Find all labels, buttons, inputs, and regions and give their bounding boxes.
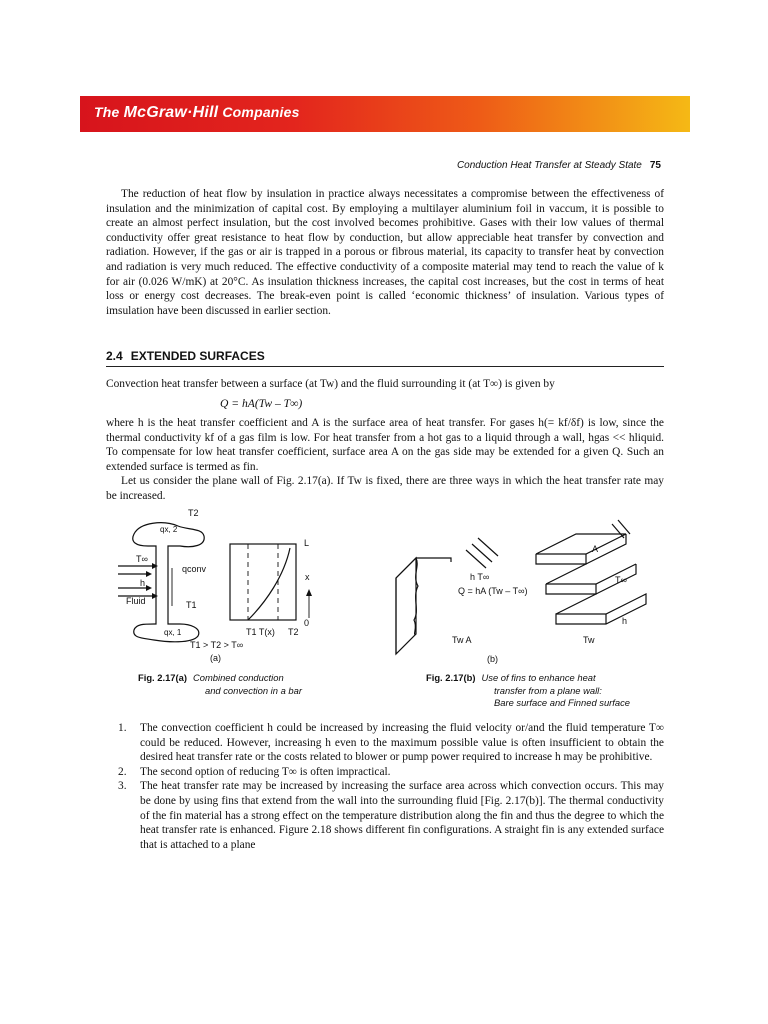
caption-fig-2-17a	[138, 672, 302, 697]
label-tw-a: Tw A	[452, 635, 472, 645]
figure-2-17	[106, 506, 664, 666]
label-tag-a: (a)	[210, 653, 221, 663]
caption-b-line1: Use of fins to enhance heat	[481, 672, 596, 683]
label-qx1: qx, 1	[164, 628, 182, 637]
caption-a-id: Fig. 2.17(a)	[138, 672, 187, 683]
temperature-profile-plot	[230, 544, 312, 620]
caption-b-id: Fig. 2.17(b)	[426, 672, 476, 683]
caption-a-line2: and convection in a bar	[205, 684, 302, 696]
section-heading	[106, 349, 664, 367]
caption-fig-2-17b	[426, 672, 630, 710]
list-item-text: The convection coefficient h could be increased by increasing the fluid velocity or/and the fluid temperature T∞ could be reduced. However, increasing h even to the maximum possible value is often insufficient to obtain the desired heat transfer rate or the costs related to blower or pump power required to increase h may be prohibitive.	[140, 722, 664, 764]
label-area: A	[592, 544, 599, 554]
caption-b-line2: transfer from a plane wall:	[494, 684, 602, 696]
caption-b-line3: Bare surface and Finned surface	[494, 697, 631, 708]
section-number: 2.4	[106, 349, 123, 363]
running-head	[457, 160, 661, 171]
label-tinf-b: T∞	[615, 575, 627, 585]
list-item	[106, 721, 664, 765]
list-item-text: The second option of reducing T∞ is often impractical.	[140, 765, 391, 778]
publisher-banner	[80, 96, 690, 132]
label-h-tinf: h T∞	[470, 572, 490, 582]
label-h-a: h	[140, 578, 146, 588]
list-item-number: 3.	[118, 780, 127, 793]
label-inequality: T1 > T2 > T∞	[190, 640, 244, 650]
label-t2-plot: T2	[288, 627, 299, 637]
paragraph-heat-transfer-coefficient: where h is the heat transfer coefficient and A is the surface area of heat transfer. For gases h(= kf/δf) is low, since the thermal conductivity kf of a gas film is low. For heat transfer from a hot gas to a liquid through a wall, hgas << hliquid. To compensate for low heat transfer coefficient, surface area A on the gas side may be extended for a given Q. Such an extended surface is termed as fin.	[106, 417, 664, 473]
equation-convection: Q = hA(Tw – T∞)	[220, 397, 303, 410]
label-tag-b: (b)	[487, 654, 498, 664]
label-t1-tx: T1 T(x)	[246, 627, 275, 637]
finned-wall-diagram	[536, 520, 646, 624]
label-x: x	[305, 572, 310, 582]
paragraph-insulation: The reduction of heat flow by insulation in practice always necessitates a compromise between the effectiveness of insulation and the minimization of capital cost. By employing a multilayer aluminium foil in vaccum, it is possible to create an almost perfect insulation, but the cost involved becomes prohibitive. Gases with their low values of thermal conductivity offer great resistance to heat flow by conduction, but allow appreciable heat transfer by convection and radiation. However, if the gas or air is trapped in a porous or fibrous material, its capacity to transfer heat by convection and radiation is very much reduced. The effective conductivity of a composite material may tend to reach the value of k for air (0.026 W/mK) at 20°C. As insulation thickness increases, the capital cost increases, but the cost in terms of heat loss or energy cost decreases. The break-even point is called ‘economic thickness’ of insulation. Various types of imsulation have been discussed in earlier section.	[106, 188, 664, 317]
label-qx2: qx, 2	[160, 525, 178, 534]
bar-diagram	[118, 523, 207, 642]
list-item	[106, 765, 664, 780]
paragraph-convection-intro: Convection heat transfer between a surface (at Tw) and the fluid surrounding it (at T∞) is given by	[106, 378, 555, 390]
label-q-equation: Q = hA (Tw – T∞)	[458, 586, 528, 596]
label-qconv: qconv	[182, 564, 207, 574]
paragraph-plane-wall: Let us consider the plane wall of Fig. 2.17(a). If Tw is fixed, there are three ways in which the heat transfer rate may be increased.	[106, 475, 664, 502]
ways-to-increase-heat-transfer-list	[106, 721, 664, 852]
list-item-text: The heat transfer rate may be increased by increasing the surface area across which convection occurs. This may be done by using fins that extend from the wall into the surrounding fluid [Fig. 2.17(b)]. The thermal conductivity of the fin material has a strong effect on the temperature distribution along the fin and thus the degree to which the heat transfer rate is enhanced. Figure 2.18 shows different fin configurations. A straight fin is any extended surface that is attached to a plane	[140, 780, 664, 851]
label-fluid: Fluid	[126, 596, 146, 606]
list-item-number: 1.	[118, 722, 127, 734]
label-tw-b: Tw	[583, 635, 595, 645]
label-L: L	[304, 538, 310, 548]
caption-a-line1: Combined conduction	[192, 672, 284, 683]
publisher-logo: The McGraw·Hill Companies	[94, 104, 300, 121]
label-t1-a: T1	[186, 600, 197, 610]
page-number: 75	[649, 160, 661, 171]
section-title: EXTENDED SURFACES	[130, 349, 265, 363]
label-zero: 0	[304, 618, 310, 628]
label-t2: T2	[188, 508, 199, 518]
list-item	[106, 779, 664, 852]
running-head-title: Conduction Heat Transfer at Steady State	[456, 160, 642, 171]
label-h-b: h	[622, 616, 628, 626]
label-tinf-a: T∞	[136, 554, 148, 564]
bare-wall-diagram	[396, 538, 498, 654]
list-item-number: 2.	[118, 765, 127, 778]
